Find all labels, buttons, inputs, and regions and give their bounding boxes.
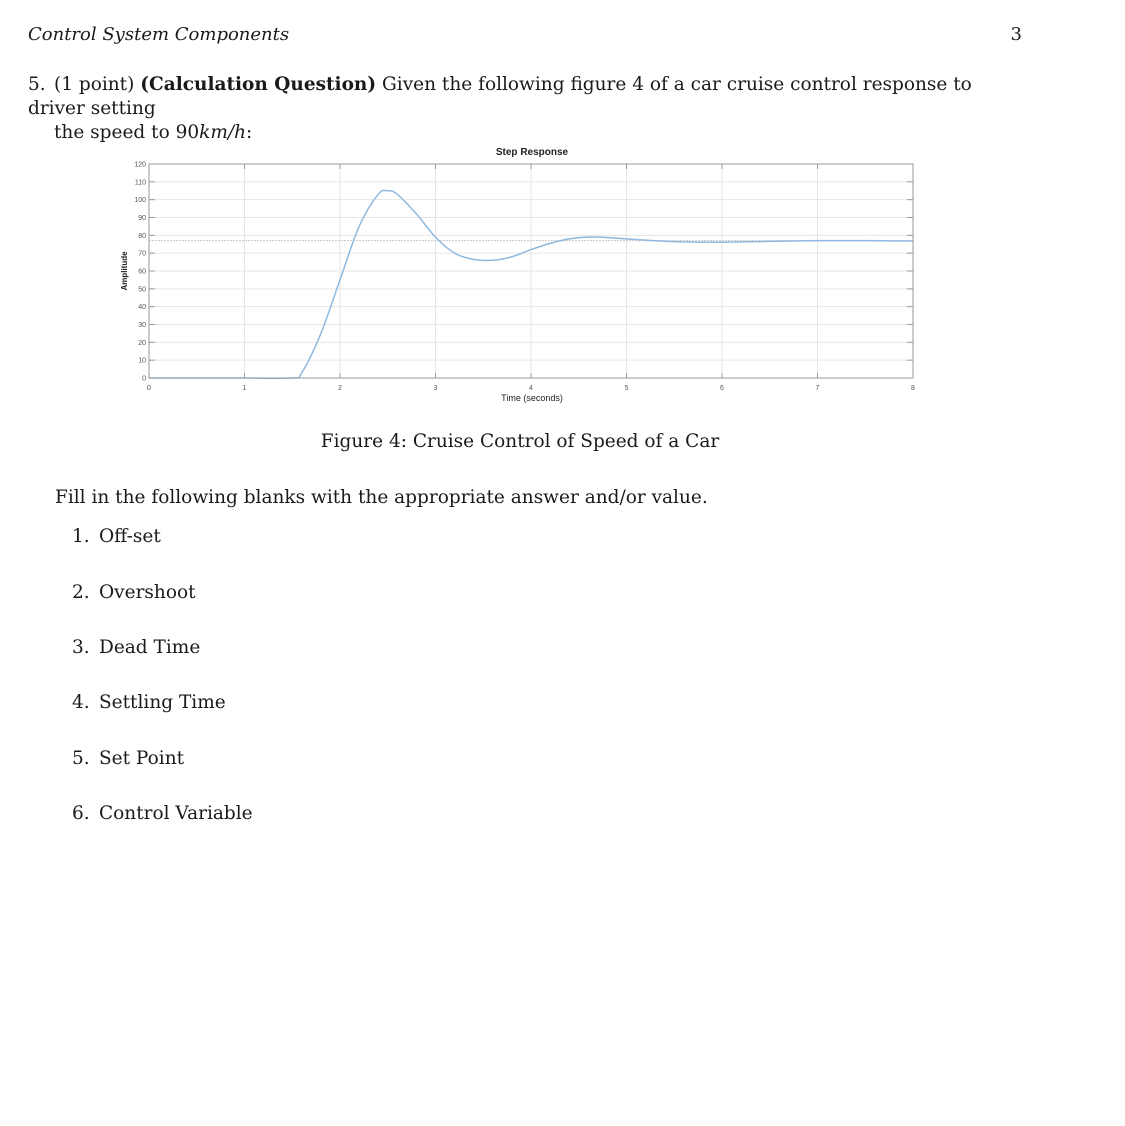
- answer-number: 2.: [72, 582, 90, 603]
- chart-title: Step Response: [495, 147, 569, 158]
- answer-label: Dead Time: [99, 637, 201, 658]
- answer-item: [72, 582, 196, 603]
- y-tick-label: 90: [138, 215, 146, 222]
- page-number: 3: [1010, 24, 1022, 45]
- x-tick-label: 1: [242, 385, 247, 392]
- answer-label: Control Variable: [99, 803, 253, 824]
- answer-label: Settling Time: [99, 692, 226, 713]
- answer-label: Set Point: [99, 748, 185, 769]
- answer-item: [72, 748, 184, 769]
- answer-item: [72, 526, 161, 547]
- question-text-2: the speed to 90: [54, 122, 200, 143]
- y-tick-label: 50: [138, 286, 146, 294]
- y-tick-label: 40: [138, 304, 146, 312]
- answer-number: 4.: [72, 692, 90, 713]
- figure-caption: Figure 4: Cruise Control of Speed of a Car: [320, 431, 720, 452]
- y-tick-label: 70: [138, 250, 146, 258]
- answer-number: 1.: [72, 526, 90, 547]
- x-tick-label: 4: [529, 385, 533, 392]
- y-tick-label: 0: [142, 375, 146, 383]
- y-tick-label: 60: [138, 268, 146, 276]
- x-tick-label: 6: [720, 385, 724, 392]
- question-points: (1 point): [54, 74, 135, 95]
- answer-item: [72, 803, 253, 824]
- question-number: 5.: [28, 74, 46, 95]
- x-axis-label: Time (seconds): [501, 393, 563, 403]
- y-tick-label: 110: [134, 179, 146, 187]
- x-tick-label: 7: [815, 385, 820, 392]
- answer-item: [72, 692, 226, 713]
- x-tick-label: 3: [433, 385, 438, 392]
- x-tick-label: 2: [338, 385, 342, 392]
- question-colon: :: [246, 122, 253, 143]
- x-tick-label: 5: [624, 385, 629, 392]
- answer-label: Off-set: [99, 526, 161, 547]
- y-tick-label: 100: [134, 197, 146, 205]
- question-text: Given the following figure 4 of a car cruise control response to driver setting: [28, 74, 972, 119]
- question-line-1: [28, 73, 1028, 121]
- answer-number: 6.: [72, 803, 90, 824]
- answer-item: [72, 637, 200, 658]
- x-tick-label: 0: [147, 385, 151, 392]
- y-axis-label: Amplitude: [120, 251, 129, 291]
- question-5: [28, 73, 1028, 145]
- answer-number: 3.: [72, 637, 90, 658]
- instructions: Fill in the following blanks with the appropriate answer and/or value.: [55, 487, 708, 508]
- y-tick-label: 30: [138, 322, 146, 329]
- answer-label: Overshoot: [99, 582, 196, 603]
- y-tick-label: 20: [138, 339, 146, 347]
- answer-number: 5.: [72, 748, 90, 769]
- step-response-chart: [112, 140, 932, 415]
- axis-ticks: [134, 162, 915, 393]
- speed-unit: km/h: [199, 122, 247, 143]
- y-tick-label: 120: [134, 161, 146, 169]
- running-title: Control System Components: [28, 24, 290, 45]
- y-tick-label: 80: [138, 232, 146, 240]
- y-tick-label: 10: [138, 357, 146, 365]
- x-tick-label: 8: [911, 385, 915, 392]
- chart-grid: [149, 164, 913, 378]
- question-type: (Calculation Question): [140, 74, 377, 95]
